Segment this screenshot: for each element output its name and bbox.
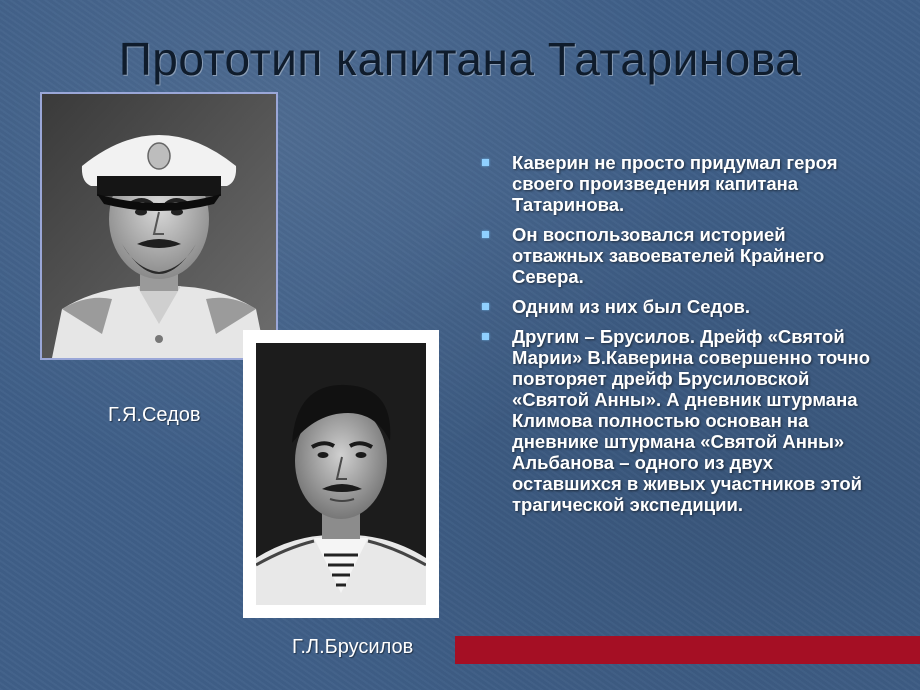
sedov-portrait xyxy=(40,92,278,360)
bullet-item xyxy=(478,152,880,215)
accent-band xyxy=(455,636,920,664)
square-bullet-icon xyxy=(482,333,489,340)
brusilov-caption: Г.Л.Брусилов xyxy=(292,636,414,658)
square-bullet-icon xyxy=(482,159,489,166)
sedov-caption: Г.Я.Седов xyxy=(108,404,201,426)
bullet-text: Одним из них был Седов. xyxy=(512,296,751,317)
bullet-item xyxy=(478,326,880,515)
sedov-portrait-image xyxy=(42,94,276,358)
bullet-text: Он воспользовался историей отважных завоевателей Крайнего Севера. xyxy=(512,224,825,287)
brusilov-portrait xyxy=(243,330,439,618)
bullet-text: Каверин не просто придумал героя своего произведения капитана Татаринова. xyxy=(512,152,838,215)
slide-title: Прототип капитана Татаринова xyxy=(118,33,802,85)
bullet-text: Другим – Брусилов. Дрейф «Святой Марии» В.Каверина совершенно точно повторяет дрейф Брусиловской «Святой Анны». А дневник штурмана Климова полностью основан на дневнике штурмана «Святой Анны» Альбанова – одного из двух оставшихся в живых участников этой трагической экспедиции. xyxy=(512,326,871,515)
brusilov-portrait-image xyxy=(256,343,426,605)
bullet-item xyxy=(478,296,880,317)
bullet-list xyxy=(478,152,880,524)
square-bullet-icon xyxy=(482,231,489,238)
bullet-item xyxy=(478,224,880,287)
square-bullet-icon xyxy=(482,303,489,310)
